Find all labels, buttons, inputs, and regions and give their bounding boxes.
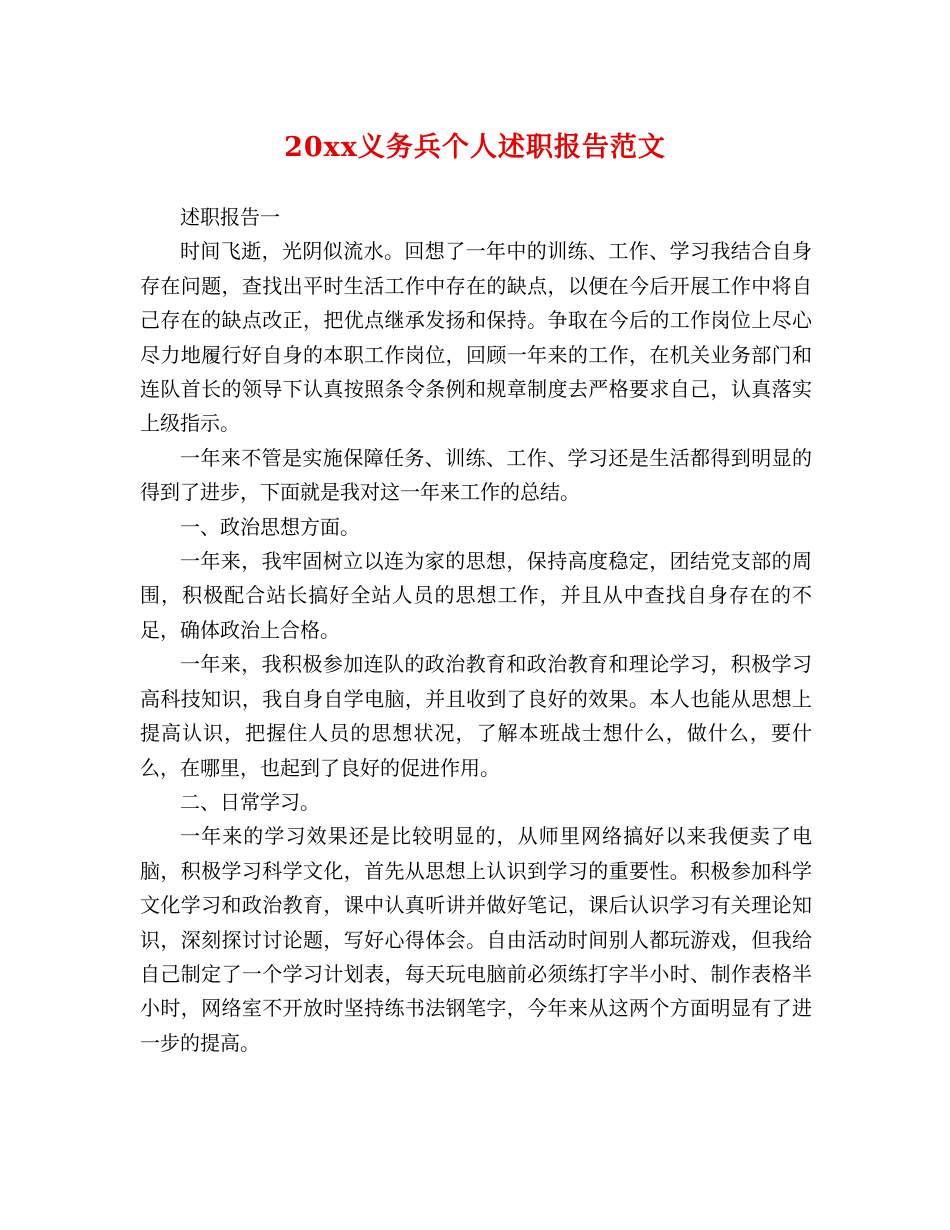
section-heading-political: 一、政治思想方面。 (180, 514, 360, 539)
paragraph-summary-intro: 一年来不管是实施保障任务、训练、工作、学习还是生活都得到明显的得到了进步，下面就是我对这一年来工作的总结。 (140, 445, 812, 505)
paragraph-political-1: 一年来，我牢固树立以连为家的思想，保持高度稳定，团结党支部的周围，积极配合站长搞好全站人员的思想工作，并且从中查找自身存在的不足，确体政治上合格。 (140, 549, 812, 642)
paragraph-study: 一年来的学习效果还是比较明显的，从师里网络搞好以来我便卖了电脑，积极学习科学文化，首先从思想上认识到学习的重要性。积极参加科学文化学习和政治教育，课中认真听讲并做好笔记，课后认识学习有关理论知识，深刻探讨讨论题，写好心得体会。自由活动时间别人都玩游戏，但我给自己制定了一个学习计划表，每天玩电脑前必须练打字半小时、制作表格半小时，网络室不开放时坚持练书法钢笔字，今年来从这两个方面明显有了进一步的提高。 (140, 824, 812, 1055)
section-heading-report-one: 述职报告一 (180, 205, 280, 229)
document-title: 20xx义务兵个人述职报告范文 (284, 132, 666, 163)
section-heading-study: 二、日常学习。 (180, 789, 320, 814)
document-body (140, 200, 812, 1060)
paragraph-intro: 时间飞逝，光阴似流水。回想了一年中的训练、工作、学习我结合自身存在问题，查找出平时生活工作中存在的缺点，以便在今后开展工作中将自己存在的缺点改正，把优点继承发扬和保持。争取在今后的工作岗位上尽心尽力地履行好自身的本职工作岗位，回顾一年来的工作，在机关业务部门和连队首长的领导下认真按照条令条例和规章制度去严格要求自己，认真落实上级指示。 (140, 239, 812, 436)
paragraph-political-2: 一年来，我积极参加连队的政治教育和政治教育和理论学习，积极学习高科技知识，我自身自学电脑，并且收到了良好的效果。本人也能从思想上提高认识，把握住人员的思想状况，了解本班战士想什么，做什么，要什么，在哪里，也起到了良好的促进作用。 (140, 652, 812, 780)
